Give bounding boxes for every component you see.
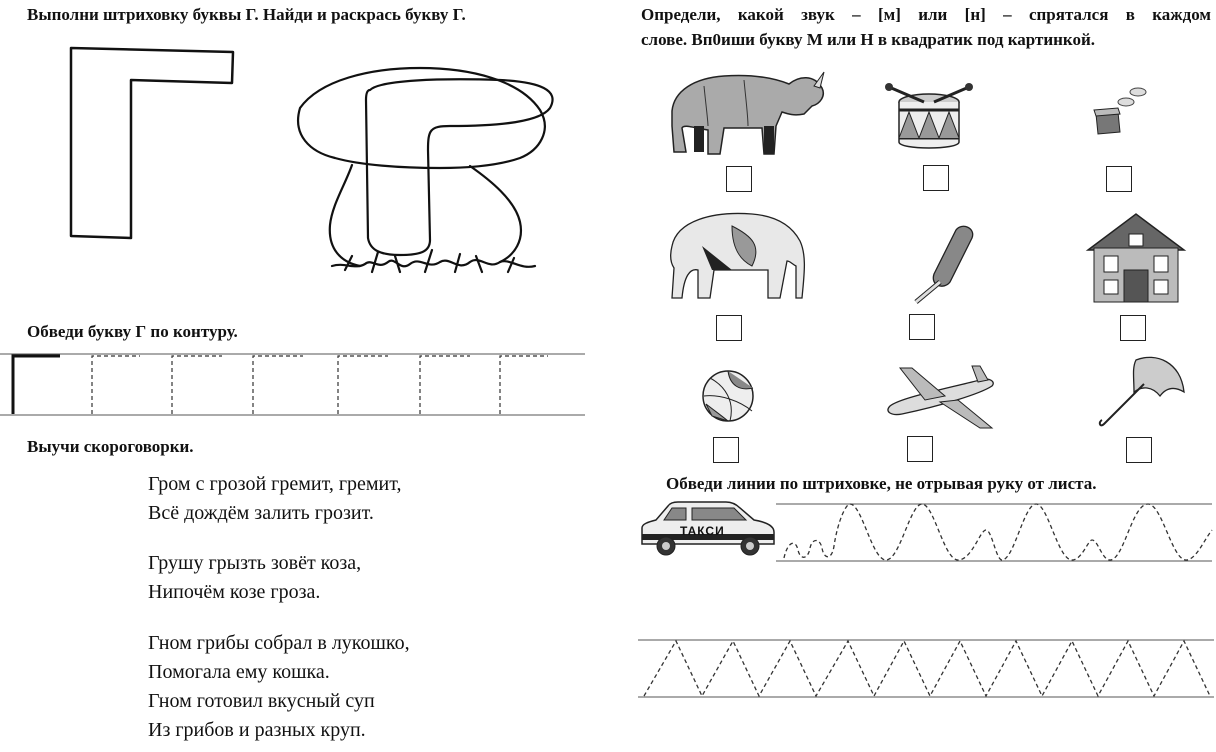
ball-icon [700, 366, 760, 426]
poem-line: Гном грибы собрал в лукошко, [148, 632, 410, 654]
answer-box-ball[interactable] [713, 437, 739, 463]
answer-box-elephant[interactable] [716, 315, 742, 341]
answer-box-house[interactable] [1120, 315, 1146, 341]
poem-line: Грушу грызть зовёт коза, [148, 552, 362, 574]
poem-line: Всё дождём залить грозит. [148, 502, 374, 524]
tracing-strip[interactable] [0, 350, 590, 420]
answer-box-popsicle[interactable] [909, 314, 935, 340]
house-icon [1086, 212, 1186, 302]
answer-box-drum[interactable] [923, 165, 949, 191]
task3-title: Выучи скороговорки. [27, 437, 194, 456]
umbrella-icon [1096, 352, 1186, 432]
tongue-twister-3 [148, 629, 410, 745]
answer-box-airplane[interactable] [907, 436, 933, 462]
taxi-label: ТАКСИ [680, 524, 725, 538]
task2-title: Обведи букву Г по контуру. [27, 322, 238, 341]
tongue-twister-1 [148, 470, 402, 528]
poem-line: Из грибов и разных круп. [148, 719, 366, 741]
tongue-twister-2 [148, 549, 361, 607]
tracing-line-zigzag[interactable] [638, 636, 1216, 706]
popsicle-icon [906, 224, 976, 304]
answer-box-umbrella[interactable] [1126, 437, 1152, 463]
answer-box-rhinoceros[interactable] [726, 166, 752, 192]
answer-box-honey[interactable] [1106, 166, 1132, 192]
mushroom-picture[interactable] [0, 0, 300, 300]
elephant-icon [652, 206, 812, 301]
poem-line: Гром с грозой гремит, гремит, [148, 473, 402, 495]
poem-line: Нипочём козе гроза. [148, 581, 321, 603]
task4-title-line2: слове. Вп0иши букву М или Н в квадратик под картинкой. [641, 30, 1096, 49]
poem-line: Помогала ему кошка. [148, 661, 330, 683]
tracing-line-waves[interactable] [776, 500, 1216, 570]
poem-line: Гном готовил вкусный суп [148, 690, 375, 712]
task4-title-line1: Определи, какой звук – [м] или [н] – спрятался в каждом [641, 5, 1211, 24]
airplane-icon [880, 360, 1000, 430]
drum-icon [884, 82, 974, 157]
task5-title: Обведи линии по штриховке, не отрывая руку от листа. [666, 474, 1097, 493]
rhinoceros-icon [664, 66, 824, 156]
honey-icon [1088, 84, 1148, 144]
task1-title: Выполни штриховку буквы Г. Найди и раскрась букву Г. [27, 5, 466, 24]
